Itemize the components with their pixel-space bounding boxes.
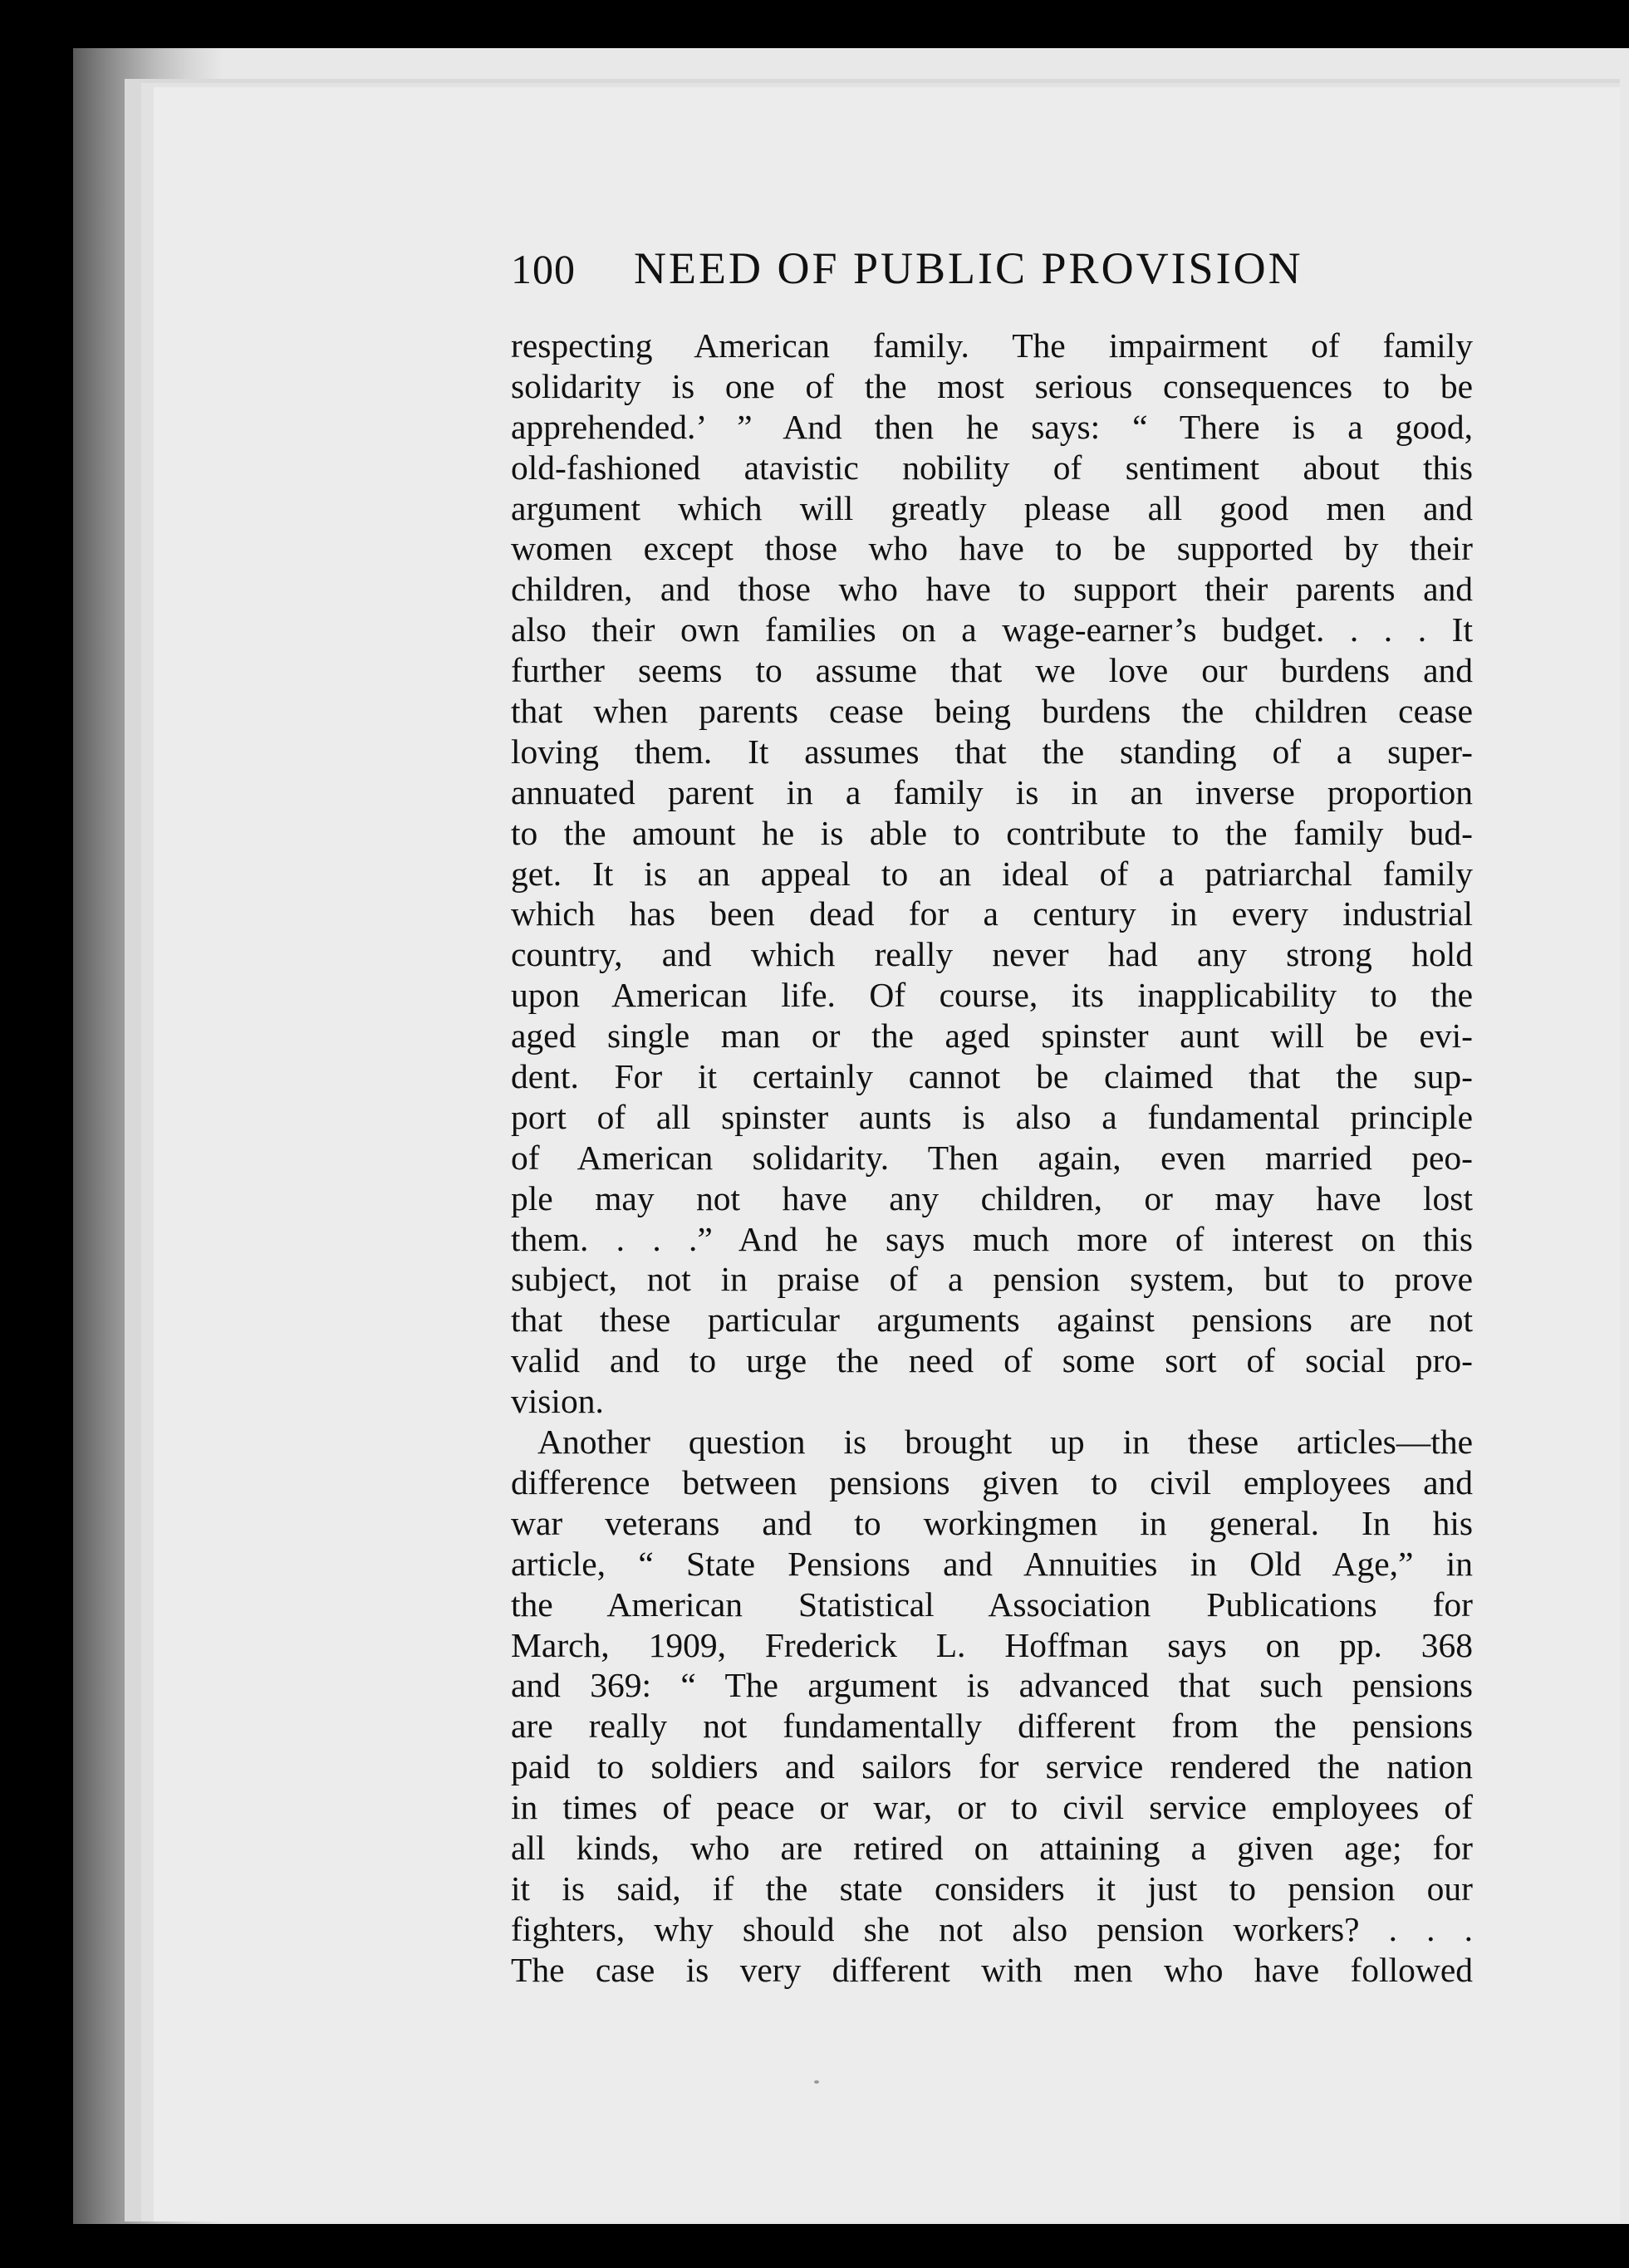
text-line: subject, not in praise of a pension system, but to prove bbox=[511, 1260, 1473, 1299]
chapter-title: NEED OF PUBLIC PROVISION bbox=[634, 243, 1303, 293]
text-line: women except those who have to be supported by their bbox=[511, 529, 1473, 568]
text-line: that when parents cease being burdens the children cease bbox=[511, 692, 1473, 731]
text-line: that these particular arguments against pensions are not bbox=[511, 1301, 1473, 1340]
text-line: valid and to urge the need of some sort of social pro- bbox=[511, 1341, 1473, 1380]
text-line: them. . . .” And he says much more of interest on this bbox=[511, 1219, 1473, 1258]
text-line: and 369: “ The argument is advanced that such pensions bbox=[511, 1666, 1473, 1705]
text-line: get. It is an appeal to an ideal of a patriarchal family bbox=[511, 854, 1473, 893]
page-number: 100 bbox=[511, 246, 576, 292]
text-line: port of all spinster aunts is also a fundamental principle bbox=[511, 1097, 1473, 1136]
text-line: loving them. It assumes that the standing of a super- bbox=[511, 732, 1473, 771]
text-line: The case is very different with men who have followed bbox=[511, 1950, 1473, 1989]
dust-speck bbox=[814, 2080, 819, 2084]
text-line: which has been dead for a century in every industrial bbox=[511, 894, 1473, 933]
text-line: to the amount he is able to contribute to the family bud- bbox=[511, 813, 1473, 852]
text-line: annuated parent in a family is in an inverse proportion bbox=[511, 772, 1473, 811]
text-line-paragraph-end: vision. bbox=[511, 1382, 604, 1421]
text-line: March, 1909, Frederick L. Hoffman says on pp. 368 bbox=[511, 1625, 1473, 1664]
body-text bbox=[511, 326, 1473, 1991]
text-line: paid to soldiers and sailors for service rendered the nation bbox=[511, 1747, 1473, 1786]
text-line: the American Statistical Association Publications for bbox=[511, 1585, 1473, 1624]
text-line: also their own families on a wage-earner’s budget. . . . It bbox=[511, 610, 1473, 649]
text-line: further seems to assume that we love our burdens and bbox=[511, 651, 1473, 690]
text-line: solidarity is one of the most serious consequences to be bbox=[511, 366, 1473, 405]
text-line: all kinds, who are retired on attaining a given age; for bbox=[511, 1828, 1473, 1867]
text-line: in times of peace or war, or to civil service employees of bbox=[511, 1788, 1473, 1827]
text-line: respecting American family. The impairment of family bbox=[511, 326, 1473, 365]
text-line: upon American life. Of course, its inapplicability to the bbox=[511, 976, 1473, 1015]
text-line: war veterans and to workingmen in general. In his bbox=[511, 1503, 1473, 1542]
text-line: fighters, why should she not also pension workers? . . . bbox=[511, 1909, 1473, 1948]
text-line-paragraph-start: Another question is brought up in these articles—the bbox=[537, 1423, 1473, 1462]
text-line: are really not fundamentally different from the pensions bbox=[511, 1707, 1473, 1746]
text-line: children, and those who have to support their parents and bbox=[511, 570, 1473, 609]
text-line: ple may not have any children, or may have lost bbox=[511, 1178, 1473, 1217]
text-line: dent. For it certainly cannot be claimed that the sup- bbox=[511, 1057, 1473, 1096]
text-line: difference between pensions given to civil employees and bbox=[511, 1462, 1473, 1501]
text-line: country, and which really never had any strong hold bbox=[511, 935, 1473, 974]
text-line: apprehended.’ ” And then he says: “ There is a good, bbox=[511, 407, 1473, 446]
text-line: aged single man or the aged spinster aunt will be evi- bbox=[511, 1016, 1473, 1056]
text-line: article, “ State Pensions and Annuities in Old Age,” in bbox=[511, 1544, 1473, 1583]
text-line: argument which will greatly please all good men and bbox=[511, 488, 1473, 527]
text-line: it is said, if the state considers it just to pension our bbox=[511, 1869, 1473, 1908]
text-line: of American solidarity. Then again, even married peo- bbox=[511, 1138, 1473, 1177]
text-line: old-fashioned atavistic nobility of sentiment about this bbox=[511, 448, 1473, 487]
running-head bbox=[511, 242, 1375, 309]
